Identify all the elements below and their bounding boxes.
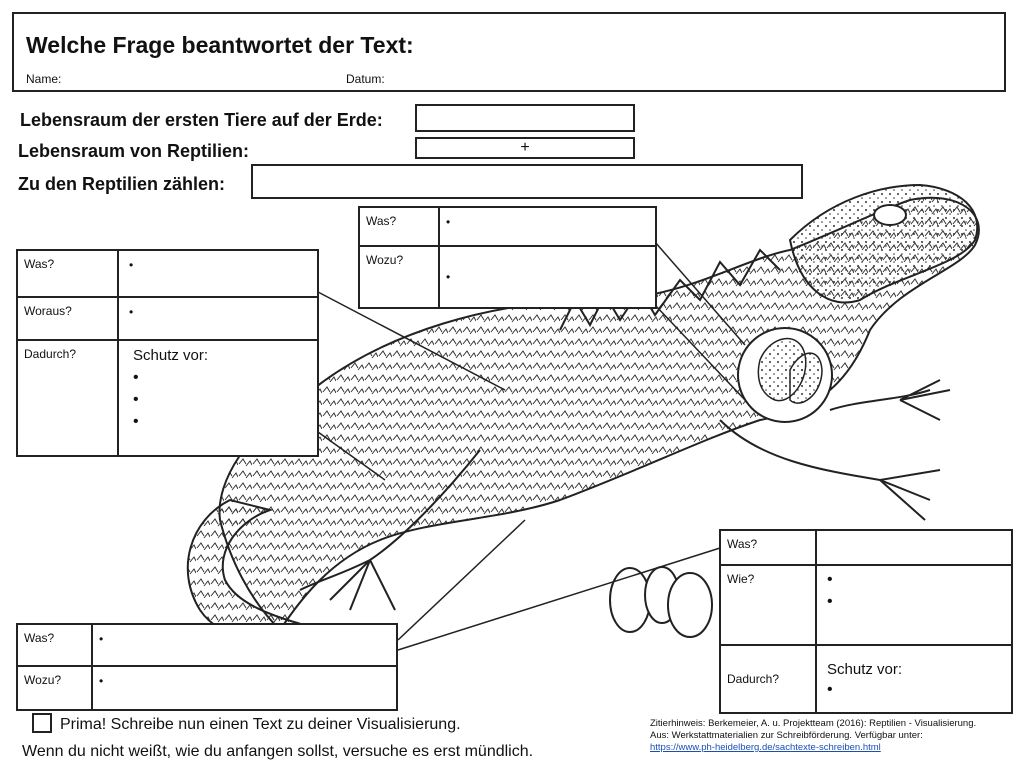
lizard-eye [874,205,906,225]
row-label: Wozu? [17,666,92,710]
answer-cell[interactable]: • [118,250,318,297]
table-row [17,250,318,297]
row-label: Wie? [720,565,816,645]
bullet: • [827,593,833,610]
table-bottom-right [719,529,1013,714]
reptiles-include-field[interactable] [251,164,803,199]
table-row [720,530,1012,565]
bullet: • [133,369,139,386]
table-row [17,297,318,340]
plus-sign: + [520,139,530,156]
hint-text: Wenn du nicht weißt, wie du anfangen sollst, versuche es erst mündlich. [22,743,534,760]
row-label: Wozu? [359,246,439,308]
name-label: Name: [26,72,62,86]
reptiles-include-label: Zu den Reptilien zählen: [18,174,226,194]
bullet: • [827,680,833,698]
page-title: Welche Frage beantwortet der Text: [26,32,414,58]
row-label: Was? [17,624,92,666]
citation-line: Zitierhinweis: Berkemeier, A. u. Projektteam (2016): Reptilien - Visualisierung. [650,718,977,729]
table-left [16,249,319,457]
answer-cell[interactable] [118,340,318,456]
done-checkbox[interactable] [32,713,52,733]
header-box [12,12,1006,92]
table-row [359,246,656,308]
table-row [17,624,397,666]
citation-line: Aus: Werkstattmaterialien zur Schreibförderung. Verfügbar unter: [650,730,923,741]
table-row [17,340,318,456]
protection-label: Schutz vor: [133,347,209,364]
answer-cell[interactable]: • [92,624,397,666]
habitat-first-animals-label: Lebensraum der ersten Tiere auf der Erde: [20,110,383,130]
answer-cell[interactable]: • [439,246,656,308]
table-row [359,207,656,246]
protection-label: Schutz vor: [827,660,903,678]
table-row [720,565,1012,645]
citation-link[interactable]: https://www.ph-heidelberg.de/sachtexte-schreiben.html [650,742,881,753]
habitat-reptiles-label: Lebensraum von Reptilien: [18,141,250,161]
table-row [720,645,1012,713]
bullet: • [133,413,139,430]
row-label: Dadurch? [720,645,816,713]
row-label: Dadurch? [17,340,118,456]
table-row [17,666,397,710]
lizard-front-leg [720,420,940,520]
lizard-head [790,185,977,303]
date-label: Datum: [346,72,385,86]
checkbox-label: Prima! Schreibe nun einen Text zu deiner Visualisierung. [60,716,461,733]
habitat-first-animals-field[interactable] [415,104,635,132]
answer-cell[interactable] [816,645,1012,713]
lizard-claw [830,380,950,420]
answer-cell[interactable] [816,565,1012,645]
answer-cell[interactable]: • [118,297,318,340]
answer-cell[interactable] [816,530,1012,565]
egg [610,568,650,632]
row-label: Was? [720,530,816,565]
answer-cell[interactable]: • [92,666,397,710]
table-bottom-left [16,623,398,711]
bullet: • [827,571,833,588]
row-label: Woraus? [17,297,118,340]
answer-cell[interactable]: • [439,207,656,246]
row-label: Was? [359,207,439,246]
citation [650,718,1020,754]
habitat-reptiles-field[interactable] [415,137,635,159]
table-top-center [358,206,657,309]
egg [668,573,712,637]
row-label: Was? [17,250,118,297]
bullet: • [133,391,139,408]
